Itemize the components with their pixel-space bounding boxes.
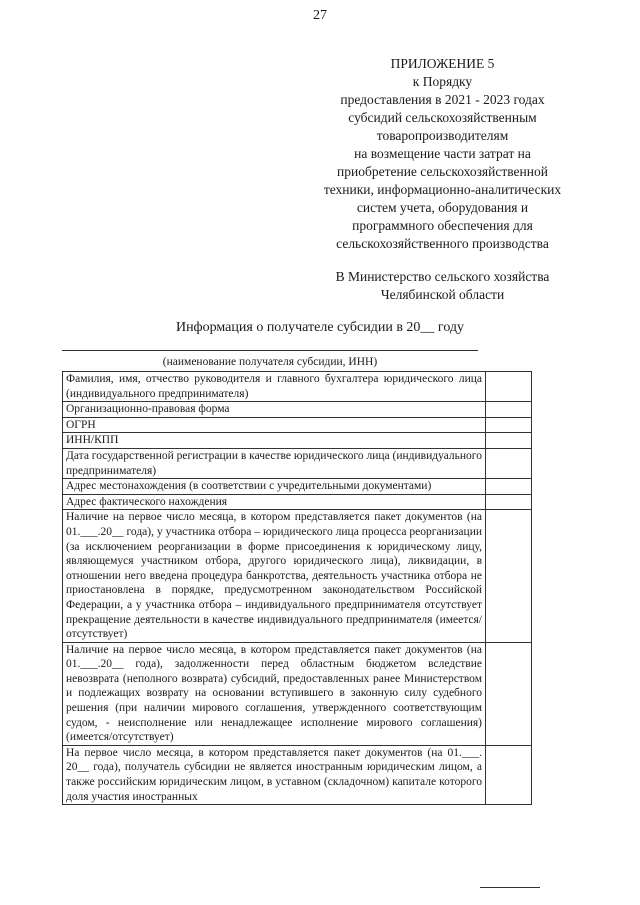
- row-label: ИНН/КПП: [63, 433, 486, 449]
- addressee-line: В Министерство сельского хозяйства: [335, 269, 550, 284]
- recipient-info-table: [62, 371, 532, 805]
- footer-rule: [480, 887, 540, 888]
- appendix-line: на возмещение части затрат на: [354, 146, 531, 161]
- recipient-name-caption: (наименование получателя субсидии, ИНН): [162, 356, 378, 368]
- table-row: [63, 642, 532, 745]
- row-label: Наличие на первое число месяца, в котором представляется пакет документов (на 01.___.20__ года), задолженности перед областным бюджетом вследствие невозврата (неполного возврата) субсидий, предоставленных ранее Министерством и подлежащих возврату на основании вступившего в законную силу судебного решения (при наличии мирового соглашения, утвержденного соответствующим судом, - неисполнение или ненадлежащее исполнение мирового соглашения) (имеется/отсутствует): [63, 642, 486, 745]
- row-value-cell[interactable]: [486, 448, 532, 478]
- form-title: Информация о получателе субсидии в 20__ году: [175, 320, 465, 335]
- row-label: Адрес фактического нахождения: [63, 494, 486, 510]
- appendix-line: техники, информационно-аналитических: [323, 182, 562, 197]
- appendix-line: субсидий сельскохозяйственным: [348, 110, 537, 125]
- row-value-cell[interactable]: [486, 510, 532, 642]
- row-value-cell[interactable]: [486, 433, 532, 449]
- table-row: [63, 433, 532, 449]
- table-row: [63, 745, 532, 804]
- appendix-line: ПРИЛОЖЕНИЕ 5: [390, 56, 495, 71]
- addressee-line: Челябинской области: [380, 287, 505, 302]
- table-row: [63, 494, 532, 510]
- row-value-cell[interactable]: [486, 642, 532, 745]
- appendix-line: систем учета, оборудования и: [356, 200, 529, 215]
- row-value-cell[interactable]: [486, 745, 532, 804]
- table-row: [63, 402, 532, 418]
- row-value-cell[interactable]: [486, 417, 532, 433]
- row-value-cell[interactable]: [486, 479, 532, 495]
- table-row: [63, 479, 532, 495]
- table-row: [63, 417, 532, 433]
- table-row: [63, 448, 532, 478]
- appendix-line: приобретение сельскохозяйственной: [337, 164, 548, 179]
- row-value-cell[interactable]: [486, 402, 532, 418]
- table-row: [63, 510, 532, 642]
- row-label: Фамилия, имя, отчество руководителя и главного бухгалтера юридического лица (индивидуального предпринимателя): [63, 372, 486, 402]
- appendix-header: [300, 55, 585, 253]
- table-row: [63, 372, 532, 402]
- recipient-name-fill-line[interactable]: [62, 350, 478, 351]
- appendix-line: предоставления в 2021 - 2023 годах: [340, 92, 545, 107]
- row-label: Дата государственной регистрации в качестве юридического лица (индивидуального предпринимателя): [63, 448, 486, 478]
- appendix-line: товаропроизводителям: [376, 128, 509, 143]
- row-label: Адрес местонахождения (в соответствии с учредительными документами): [63, 479, 486, 495]
- appendix-line: сельскохозяйственного производства: [336, 236, 549, 251]
- row-value-cell[interactable]: [486, 494, 532, 510]
- appendix-line: к Порядку: [412, 74, 473, 89]
- page-number: 27: [313, 8, 327, 23]
- row-value-cell[interactable]: [486, 372, 532, 402]
- row-label: ОГРН: [63, 417, 486, 433]
- appendix-line: программного обеспечения для: [352, 218, 533, 233]
- addressee-block: [300, 268, 585, 304]
- row-label: На первое число месяца, в котором представляется пакет документов (на 01.___. 20__ года), получатель субсидии не является иностранным юридическим лицом, а также российским юридическим лицом, в уставном (складочном) капитале которого доля участия иностранных: [63, 745, 486, 804]
- row-label: Организационно-правовая форма: [63, 402, 486, 418]
- row-label: Наличие на первое число месяца, в котором представляется пакет документов (на 01.___.20__ года), у участника отбора – юридического лица процесса реорганизации (за исключением реорганизации в форме присоединения к юридическому лицу, являющемуся участником отбора, другого юридического лица), ликвидации, в отношении него введена процедура банкротства, деятельность участника отбора не приостановлена в порядке, предусмотренном законодательством Российской Федерации, а у участника отбора – индивидуального предпринимателя отсутствует прекращение деятельности в качестве индивидуального предпринимателя (имеется/отсутствует): [63, 510, 486, 642]
